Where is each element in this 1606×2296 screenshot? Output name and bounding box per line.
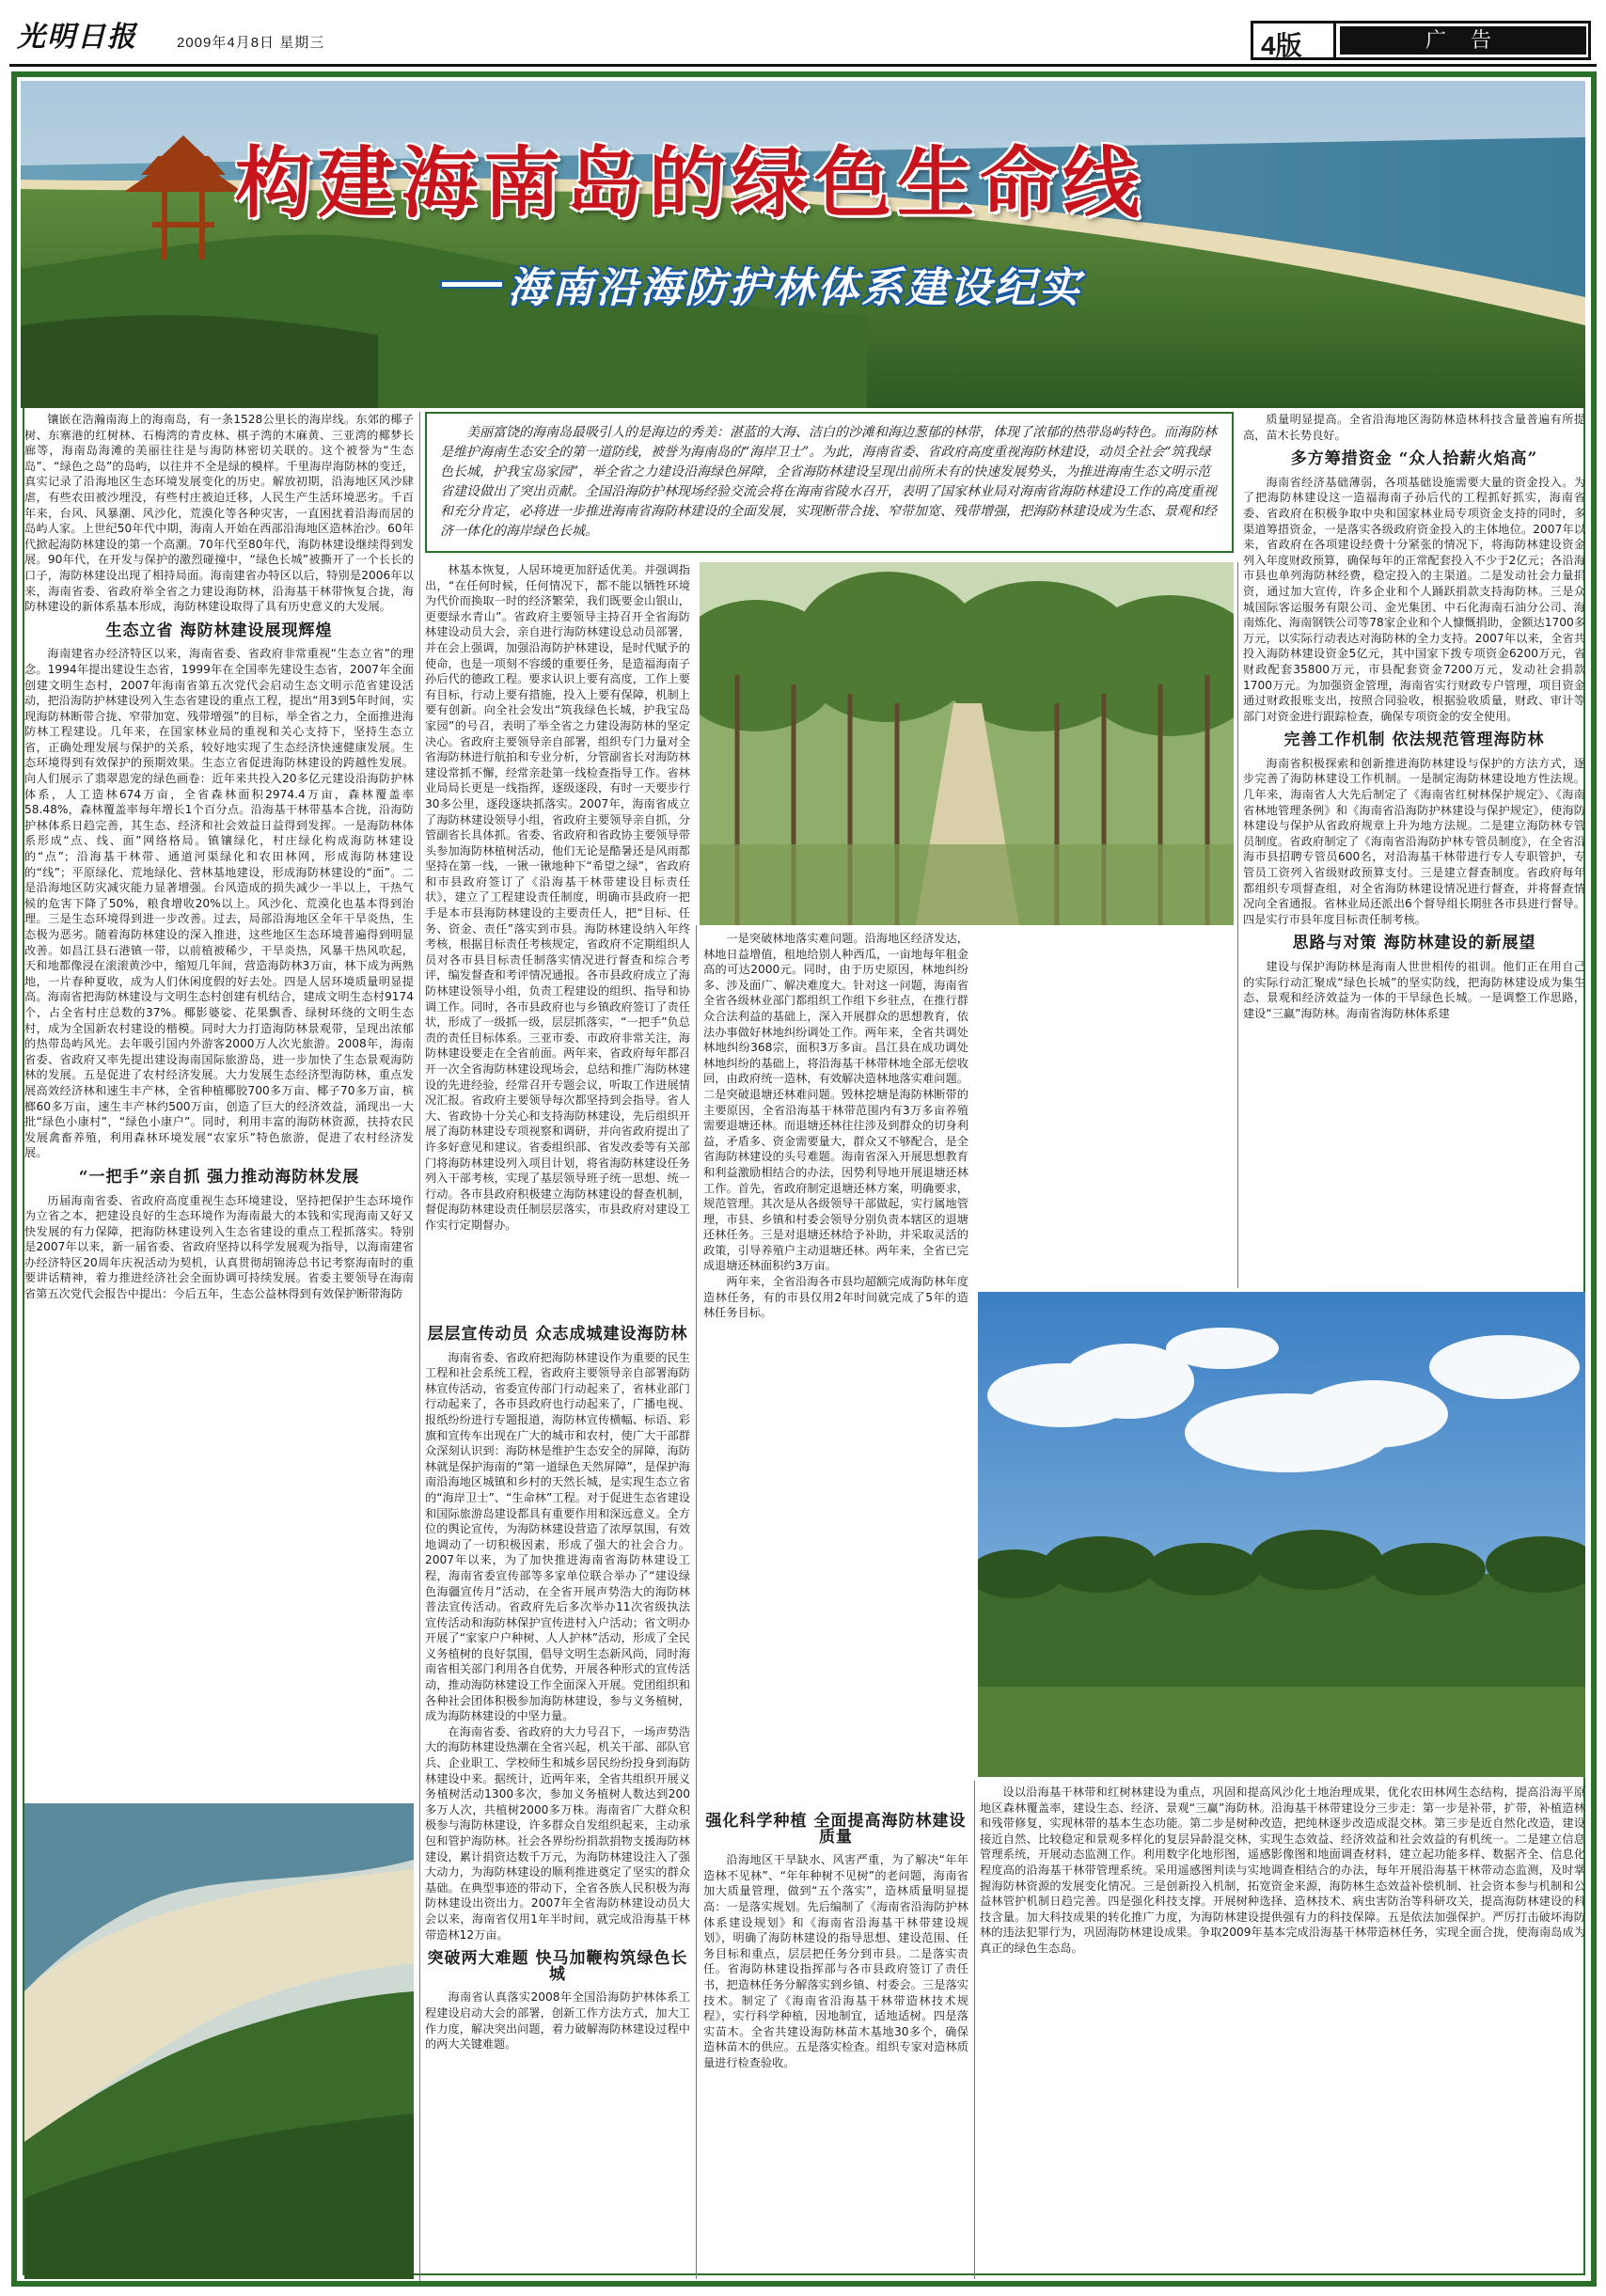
article-column-5 bbox=[1243, 412, 1585, 1288]
article-column-3 bbox=[425, 1318, 690, 2285]
article-paragraph: 林基本恢复，人居环境更加舒适优美。并强调指出，“在任何时候，任何情况下，都不能以牺牲环境为代价而换取一时的经济繁荣，我们既要金山银山，更要绿水青山”。省政府主要领导主持召开全省海防林建设动员大会，亲自进行海防林建设总动员部署，并在会上强调，加强沿海防护林建设，是时代赋予的使命，也是一项刻不容缓的重要任务，是造福海南子孙后代的德政工程。要求认识上要有高度，工作上要有目标，行动上要有措施，投入上要有保障，机制上要有创新。向全社会发出“筑我绿色长城，护我宝岛家园”的号召，表明了举全省之力建设海防林的坚定决心。省政府主要领导亲自部署，组织专门力量对全省海防林进行航拍和专业分析，分管副省长对海防林建设常抓不懈，经常亲赴第一线检查指导工作。省林业局局长更是一线指挥，逐级逐段，有时一天要步行30多公里，逐段逐块抓落实。2007年，海南省成立了海防林建设领导小组，省政府主要领导亲自抓，分管副省长具体抓。省委、省政府和省政协主要领导带头参加海防林植树活动，他们无论是酷暑还是风雨都坚持在第一线，一锹一锹地种下“希望之绿”，省政府和市县政府签订了《沿海基干林带建设目标责任状》，建立了工程建设责任制度，明确市县政府一把手是本市县海防林建设的主要责任人，把“目标、任务、资金、责任”落实到市县。海防林建设纳入年终考核，根据目标责任考核规定，省政府不定期组织人员对各市县目标责任制落实情况进行督查和综合考评，编发督查和考评情况通报。各市县政府成立了海防林建设领导小组，负责工程建设的组织、指导和协调工作。同时，各市县政府也与乡镇政府签订了责任状，形成了一级抓一级，层层抓落实，“一把手”负总责的责任目标体系。三亚市委、市政府非常关注，海防林建设要走在全省前面。两年来，省政府每年都召开一次全省海防林建设现场会，总结和推广海防林建设的先进经验，经常召开专题会议，听取工作进展情况汇报。省政府主要领导每次都坚持到会指导。省人大、省政协十分关心和支持海防林建设，先后组织开展了海防林建设专项视察和调研，并向省政府提出了许多好意见和建议。省委组织部、省发改委等有关部门将海防林建设列入项目计划，将省海防林建设任务列入干部考核，实现了基层领导班子统一思想、统一行动。各市县政府积极建立海防林建设的督查机制，督促海防林建设责任制层层落实，市县政府对建设工作实行定期督办。 bbox=[425, 563, 690, 1232]
section-heading: 多方筹措资金 “众人拾薪火焰高” bbox=[1290, 449, 1538, 469]
article-paragraph: 海南省委、省政府把海防林建设作为重要的民生工程和社会系统工程，省政府主要领导亲自部署海防林宣传活动，省委宣传部门行动起来了，省林业部门行动起来了，各市县政府也行动起来了，广播电视、报纸纷纷进行专题报道，海防林宣传横幅、标语、彩旗和宣传车出现在广大的城市和农村，使广大干部群众深刻认识到：海防林是维护生态安全的屏障，海防林就是保护海南的“第一道绿色天然屏障”，是保护海南沿海地区城镇和乡村的天然长城，是实现生态立省的“海岸卫士”、“生命林”工程。对于促进生态省建设和国际旅游岛建设都具有重要作用和深远意义。全方位的舆论宣传，为海防林建设营造了浓厚氛围，有效地调动了一切积极因素，形成了强大的社会合力。2007年以来，为了加快推进海南省海防林建设工程，海南省委宣传部等多家单位联合举办了“建设绿色海疆宣传月”活动，在全省开展声势浩大的海防林普法宣传活动。省政府先后多次举办11次省级执法宣传活动和海防林保护宣传进村入户活动；省文明办开展了“家家户户种树、人人护林”活动，形成了全民义务植树的良好氛围，倡导文明生态新风尚，同时海南省相关部门利用各自优势，开展各种形式的宣传活动，推动海防林建设工作全面深入开展。党团组织和各种社会团体积极参加海防林建设，参与义务植树，成为海防林建设的中坚力量。 bbox=[425, 1350, 690, 1723]
article-paragraph: 两年来，全省沿海各市县均超额完成海防林年度造林任务，有的市县仅用2年时间就完成了5年的造林任务目标。 bbox=[703, 1275, 968, 1320]
headline-subtitle: 海南沿海防护林体系建设纪实 bbox=[508, 264, 1082, 312]
article-paragraph: 一是突破林地落实难问题。沿海地区经济发达，林地日益增值，租地给别人种西瓜，一亩地每年租金高的可达2000元。同时，由于历史原因，林地纠纷多、涉及面广、解决难度大。针对这一问题，海南省全省各级林业部门都组织工作组下乡驻点，在推行群众合法利益的基础上，深入开展群众的思想教育，依法办事做好林地纠纷调处工作。两年来，全省共调处林地纠纷368宗，面积3万多亩。昌江县在成功调处林地纠纷的基础上，将沿海基干林带林地全部无偿收回，由政府统一造林，有效解决造林地落实难问题。二是突破退塘还林难问题。毁林挖塘是海防林断带的主要原因，全省沿海基干林带范围内有3万多亩养殖需要退塘还林。而退塘还林往往涉及到群众的切身利益，矛盾多、资金需要量大，群众又不够配合，是全省海防林建设的头号难题。海南省深入开展思想教育和利益激励相结合的办法，因势利导地开展退塘还林工作。首先，省政府制定退塘还林方案，明确要求，规范管理。其次是从各级领导干部做起，实行属地管理，市县、乡镇和村委会领导分别负责本辖区的退塘还林任务。三是对退塘还林给予补助，并采取灵活的政策，引导养殖户主动退塘还林。两年来，全省已完成退塘还林面积约3万亩。 bbox=[703, 932, 968, 1273]
palm-grove-image bbox=[978, 1292, 1585, 1777]
page-label-box bbox=[1251, 21, 1591, 60]
section-heading: “一把手”亲自抓 强力推动海防林发展 bbox=[78, 1167, 360, 1187]
section-heading: 突破两大难题 快马加鞭构筑绿色长城 bbox=[427, 1949, 688, 1984]
page-label-divider bbox=[1333, 24, 1336, 57]
beach-photo bbox=[24, 1803, 414, 2279]
article-paragraph: 历届海南省委、省政府高度重视生态环境建设，坚持把保护生态环境作为立省之本，把建设良好的生态环境作为海南最大的本钱和实现海南又好又快发展的有力保障，把海防林建设列入生态省建设的重点工程抓落实。特别是2007年以来，新一届省委、省政府坚持以科学发展观为指导，以海南建省办经济特区20周年庆祝活动为契机，认真贯彻胡锦涛总书记考察海南时的重要讲话精神，着力推进经济社会全面协调可持续发展。省委主要领导在海南省第五次党代会报告中提出：今后五年，生态公益林得到有效保护断带海防 bbox=[24, 1193, 414, 1301]
headline-title: 构建海南岛的绿色生命线 bbox=[235, 138, 1146, 228]
newspaper-masthead bbox=[0, 0, 1606, 68]
column-divider bbox=[696, 925, 697, 2279]
masthead-rule bbox=[9, 64, 1597, 67]
article-paragraph: 海南省积极探索和创新推进海防林建设与保护的方法方式，逐步完善了海防林建设工作机制。一是制定海防林建设地方性法规。几年来，海南省人大先后制定了《海南省红树林保护规定》、《海南省林地管理条例》和《海南省沿海防护林建设与保护规定》，使海防林建设与保护从省政府规章上升为地方法规。二是建立海防林专管员制度。省政府制定了《海南省沿海防护林专管员制度》，在全省沿海市县招聘专管员600名，对沿海基干林带进行专人专职管护，专管员工资列入省级财政预算支付。三是建立督查制度。省政府每年都组织专项督查组，对全省海防林建设情况进行督查，并将督查情况向全省通报。省林业局还派出6个督导组长期驻各市县进行督导。四是实行市县年度目标责任制考核。 bbox=[1243, 756, 1585, 926]
article-paragraph: 在海南省委、省政府的大力号召下，一场声势浩大的海防林建设热潮在全省兴起，机关干部、部队官兵、企业职工、学校师生和城乡居民纷纷投身到海防林建设中来。据统计，近两年来，全省共组织开展义务植树活动1300多次，参加义务植树人数达到200多万人次，共植树2000多万株。海南省广大群众积极参与海防林建设，许多群众自发组织起来，主动承包和管护海防林。社会各界纷纷捐款捐物支援海防林建设，累计捐资达数千万元，为海防林建设注入了强大动力，为海防林建设的顺利推进奠定了坚实的群众基础。在典型事迹的带动下，全省各族人民积极为海防林建设出资出力。2007年全省海防林建设动员大会以来，海南省仅用1年半时间，就完成沿海基干林带造林12万亩。 bbox=[425, 1724, 690, 1942]
section-heading: 思路与对策 海防林建设的新展望 bbox=[1292, 934, 1536, 953]
section-heading: 强化科学种植 全面提高海防林建设质量 bbox=[705, 1812, 967, 1847]
forest-image bbox=[700, 562, 1234, 925]
column-divider bbox=[419, 412, 420, 2281]
article-paragraph: 海南省经济基础薄弱，各项基础设施需要大量的资金投入。为了把海防林建设这一造福海南子孙后代的工程抓好抓实，海南省委、省政府在积极争取中央和国家林业局专项资金支持的同时，多渠道筹措资金，一是落实各级政府资金投入的主体地位。2007年以来，省政府在各项建设经费十分紧张的情况下，将海防林建设资金列入年度财政预算，确保每年的正常配套投入不少于2亿元；各沿海市县也单列海防林经费，稳定投入的主渠道。二是发动社会力量捐资，通过加大宣传，许多企业和个人踊跃捐款支持海防林。三是众城国际客运服务有限公司、金光集团、中石化海南石油分公司、海南炼化、海南钢铁公司等78家企业和个人慷慨捐助，金额达1700多万元，以实际行动表达对海防林的全力支持。2007年以来，全省共投入海防林建设资金5亿元，其中国家下拨专项资金6200万元，省财政配套35800万元，市县配套资金7200万元，发动社会捐款1700万元。为加强资金管理，海南省实行财政专户管理，项目资金通过财政报账支出，按照合同验收，根据验收质量，财政、审计等部门对资金进行跟踪检查，确保专项资金的安全使用。 bbox=[1243, 475, 1585, 723]
issue-date: 2009年4月8日 星期三 bbox=[177, 35, 325, 51]
column-divider bbox=[974, 1781, 975, 2279]
article-column-4 bbox=[703, 931, 968, 1805]
article-paragraph: 海南省认真落实2008年全国沿海防护林体系工程建设启动大会的部署，创新工作方法方式，加大工作力度，解决突出问题，着力破解海防林建设过程中的两大关键难题。 bbox=[425, 1990, 690, 2052]
section-heading: 生态立省 海防林建设展现辉煌 bbox=[105, 621, 333, 640]
page-number: 4版 bbox=[1261, 31, 1302, 60]
column-divider bbox=[1237, 562, 1238, 1288]
article-column-4b bbox=[703, 1805, 968, 2285]
beach-image bbox=[24, 1803, 414, 2279]
forest-photo bbox=[700, 562, 1234, 925]
newspaper-logo: 光明日报 bbox=[17, 21, 137, 54]
intro-summary-box: 美丽富饶的海南岛最吸引人的是海边的秀美：湛蓝的大海、洁白的沙滩和海边葱郁的林带，体现了浓郁的热带岛屿特色。而海防林是维护海南生态安全的第一道防线，被誉为海南岛的“海岸卫士”。为此，海南省委、省政府高度重视海防林建设，动员全社会“筑我绿色长城，护我宝岛家园”，举全省之力建设沿海绿色屏障，全省海防林建设呈现出前所未有的快速发展势头，为推进海南生态文明示范省建设做出了突出贡献。全国沿海防护林现场经验交流会将在海南省陵水召开，表明了国家林业局对海南省海防林建设工作的高度重视和充分肯定，必将进一步推进海南省海防林建设的全面发展，实现断带合拢、窄带加宽、残带增强，把海防林建设成为生态、景观和经济一体化的海岸绿色长城。 bbox=[425, 412, 1234, 553]
article-paragraph: 建设与保护海防林是海南人世世相传的祖训。他们正在用自己的实际行动汇聚成“绿色长城”的坚实防线，把海防林建设成为集生态、景观和经济效益为一体的干旱绿色长城。一是调整工作思路，建设“三赢”海防林。海南省海防林体系建 bbox=[1243, 960, 1585, 1020]
subtitle-dash bbox=[442, 282, 502, 287]
palm-grove-photo bbox=[978, 1292, 1585, 1777]
article-paragraph: 海南建省办经济特区以来，海南省委、省政府非常重视“生态立省”的理念。1994年提出建设生态省，1999年在全国率先建设生态省，2007年全面创建文明生态村，2007年海南省第五次党代会启动生态文明示范省建设活动，把沿海防护林建设列入生态省建设的重点工程，提出“用3到5年时间，实现海防林断带合拢、窄带加宽、残带增强”的目标，举全省之力，全面推进海防林工程建设。几年来，在国家林业局的重视和关心支持下，坚持生态立省，正确处理发展与保护的关系，较好地实现了生态经济快速健康发展。生态环境得到有效保护的预期效果。生态立省促进海防林建设的跨越性发展。向人们展示了翡翠恩宠的绿色画卷：近年来共投入20多亿元建设沿海防护林体系，人工造林674万亩，全省森林面积2974.4万亩，森林覆盖率58.48%，森林覆盖率每年增长1个百分点。沿海基干林带基本合拢，沿海防护林体系日趋完善，其生态、经济和社会效益日益得到发挥。一是海防林体系形成“点、线、面”网络格局。镇镶绿化，村庄绿化构成海防林建设的“点”；沿海基干林带、通道河渠绿化和农田林网，形成海防林建设的“线”；平原绿化、荒地绿化、营林基地建设，形成海防林建设的“面”。二是沿海地区防灾减灾能力显著增强。台风造成的损失减少一半以上，干热气候的危害下降了50%，粮食增收20%以上。风沙化、荒漠化也基本得到治理。三是生态环境得到进一步改善。过去，局部沿海地区全年干旱炎热，生态极为恶劣。随着海防林建设的深入推进，这些地区生态环境普遍得到明显改善。如昌江县石港镇一带，以前植被稀少，干旱炎热，风暴干热风吹起，天和地都像浸在滚滚黄沙中，缩短几年间，营造海防林3万亩，林下成为两熟地，一片春种夏收，成为人们休闲度假的好去处。四是人居环境质量明显提高。海南省把海防林建设与文明生态村创建有机结合，建成文明生态村9174个，占全省村庄总数的37%。椰影婆娑、花果飘香、绿树环绕的文明生态村，成为全国新农村建设的楷模。同时大力打造海防林景观带，呈现出浓郁的热带岛屿风光。去年吸引国内外游客2000万人次光旅游。2008年，海南省委、省政府又率先提出建设海南国际旅游岛，进一步加快了生态景观海防林的发展。五是促进了农村经济发展。大力发展生态经济型海防林，重点发展高效经济林和速生丰产林，全省种植椰胶700多万亩、椰子70多万亩，槟榔60多万亩，速生丰产林约500万亩，创造了巨大的经济效益，涌现出一大批“绿色小康村”，“绿色小康户”。同时，利用丰富的海防林资源，扶持农民发展禽畜养殖，利用森林环境发展“农家乐”特色旅游，促进了农村经济发展。 bbox=[24, 647, 414, 1160]
section-heading: 完善工作机制 依法规范管理海防林 bbox=[1283, 731, 1545, 750]
article-paragraph: 质量明显提高。全省沿海地区海防林造林科技含量普遍有所提高，苗木长势良好。 bbox=[1243, 413, 1585, 442]
section-label: 广 告 bbox=[1340, 26, 1586, 55]
article-column-6 bbox=[980, 1785, 1585, 2285]
section-heading: 层层宣传动员 众志成城建设海防林 bbox=[427, 1325, 688, 1344]
article-paragraph: 沿海地区干旱缺水、风害严重，为了解决“年年造林不见林”、“年年种树不见树”的老问题，海南省加大质量管理，做到“五个落实”，造林质量明显提高：一是落实规划。先后编制了《海南省沿海防护林体系建设规划》和《海南省沿海基干林带建设规划》，明确了海防林建设的指导思想、建设范围、任务目标和重点，层层把任务分到市县。二是落实责任。省海防林建设指挥部与各市县政府签订了责任书，把造林任务分解落实到乡镇、村委会。三是落实技术。制定了《海南省沿海基干林带造林技术规程》，实行科学种植，因地制宜，适地适树。四是落实苗木。全省共建设海防林苗木基地30多个，确保造林苗木的供应。五是落实检查。组织专家对造林质量进行检查验收。 bbox=[703, 1853, 968, 2069]
article-paragraph: 镶嵌在浩瀚南海上的海南岛，有一条1528公里长的海岸线。东郊的椰子树、东寨港的红树林、石梅湾的青皮林、棋子湾的木麻黄、三亚湾的椰梦长廊等，海南岛海滩的美丽往往是与海防林密切关联的。这个被誉为“生态岛”、“绿色之岛”的岛屿，以往并不全是绿的模样。千里海岸海防林的变迁，真实记录了沿海地区生态环境发展变化的历史。解放初期，沿海地区风沙肆虐，有些农田被沙埋没，有些村庄被迫迁移，人民生产生活环境恶劣。千百年来，台风、风暴潮、风沙化，荒漠化等各种灾害，一直困扰着沿海而居的岛屿人家。上世纪50年代中期，海南人开始在西部沿海地区造林治沙。60年代掀起海防林建设的第一个高潮。70年代至80年代，海防林建设继续得到发展。90年代，在开发与保护的激烈碰撞中，“绿色长城”被撕开了一个长长的口子，海防林建设出现了相持局面。海南建省办特区以后，特别是2006年以来，海南省委、省政府举全省之力建设海防林，沿海基干林带恢复合拢，海防林建设的新体系基本形成，海防林建设取得了具有历史意义的大发展。 bbox=[24, 413, 414, 614]
article-paragraph: 设以沿海基干林带和红树林建设为重点，巩固和提高风沙化土地治理成果，优化农田林网生态结构，提高沿海平原地区森林覆盖率，建设生态、经济、景观“三赢”海防林。沿海基干林带建设分三步走：第一步是补带，扩带，补植造林和残带修复，实现林带的基本生态功能。第二步是树种改造，把纯林逐步改造成混交林。第三步是近自然化改造，建设接近自然、比较稳定和景观多样化的复层异龄混交林，实现生态效益、经济效益和社会效益的有机统一。二是建立信息管理系统，开展动态监测工作。利用数字化地形图，遥感影像图和地面调查材料，建立起功能多样、数据齐全、信息化程度高的沿海基干林带管理系统。采用遥感图判读与实地调查相结合的办法，每年开展沿海基干林带动态监测，及时掌握海防林资源的发展变化情况。三是创新投入机制，拓宽资金来源，海防林生态效益补偿机制、社会资本参与机制和公益林管护机制日趋完善。四是强化科技支撑。开展树种选择、造林技术、病虫害防治等科研攻关，提高海防林建设的科技含量。加大科技成果的转化推广力度，为海防林建设提供强有力的科技保障。五是依法加强保护。严厉打击破坏海防林的违法犯罪行为，巩固海防林建设成果。争取2009年基本完成沿海基干林带造林任务，实现全面合拢，使海南岛成为真正的绿色生态岛。 bbox=[980, 1785, 1585, 1955]
article-column-2 bbox=[425, 562, 690, 1314]
